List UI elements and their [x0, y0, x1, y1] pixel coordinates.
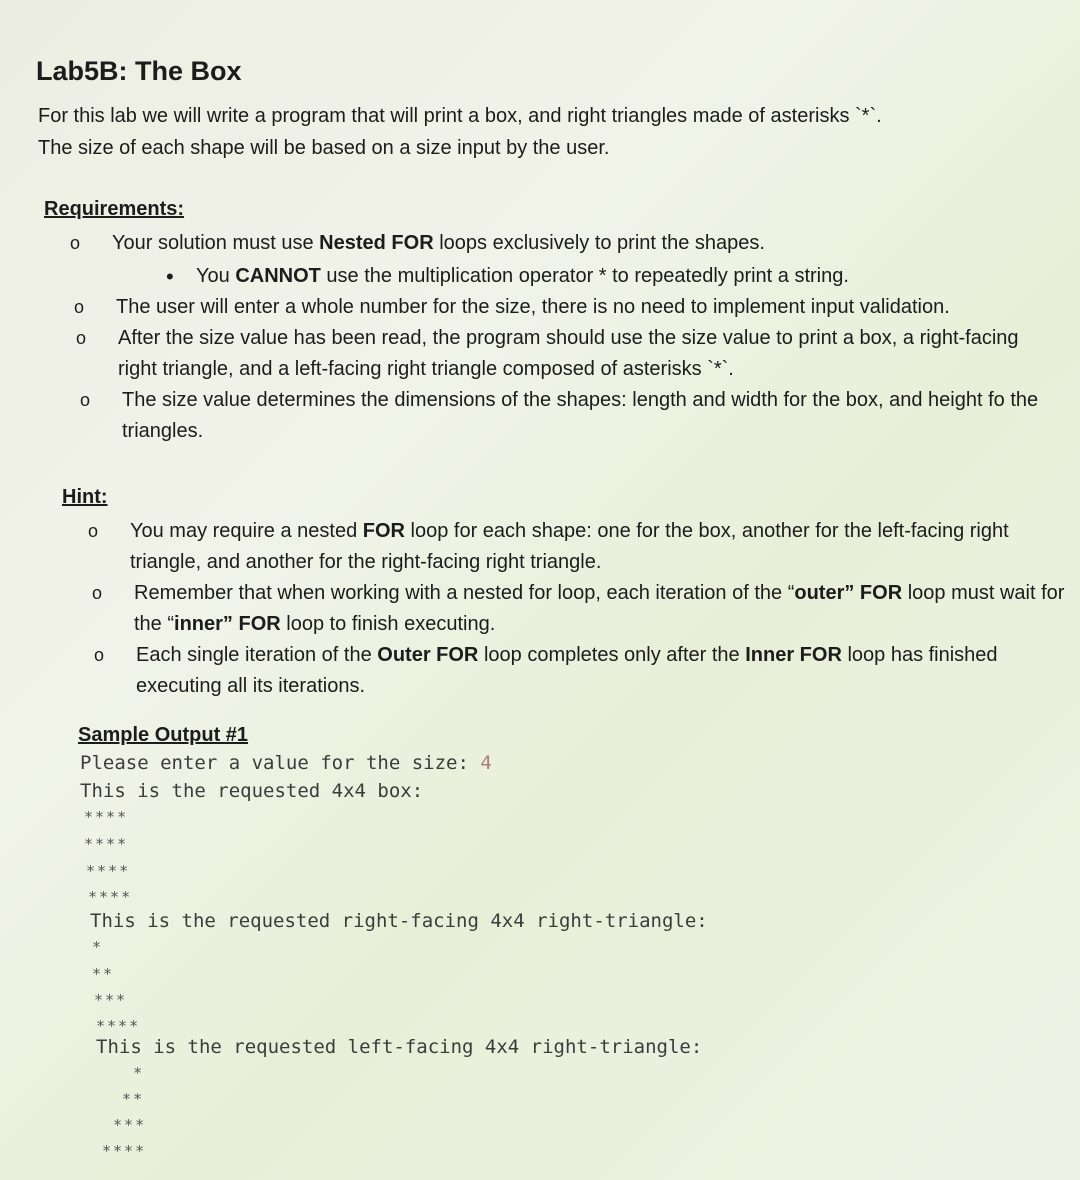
- intro-paragraph: [38, 100, 1078, 164]
- sample-output-heading: Sample Output #1: [78, 724, 249, 746]
- box-row: ****: [88, 888, 133, 906]
- left-triangle-row: ****: [102, 1142, 147, 1160]
- list-item: o The size value determines the dimensions of the shapes: length and width for the box, and height fo the triangles.: [80, 389, 1039, 442]
- right-triangle-row: **: [92, 965, 115, 983]
- page-title: Lab5B: The Box: [36, 56, 242, 86]
- left-triangle-row: *: [100, 1064, 145, 1082]
- right-triangle-row: *: [92, 938, 104, 956]
- hint-list: [88, 516, 1075, 702]
- list-item: o Remember that when working with a nested for loop, each iteration of the “outer” FOR loop must wait for the “inner” FOR loop to finish executing.: [92, 582, 1065, 635]
- box-row: ****: [84, 808, 129, 826]
- right-triangle-label: This is the requested right-facing 4x4 right-triangle:: [90, 910, 708, 932]
- intro-line-1: For this lab we will write a program that will print a box, and right triangles made of asterisks `*`.: [38, 105, 882, 127]
- right-triangle-row: ****: [96, 1017, 141, 1035]
- hint-heading: Hint:: [62, 486, 108, 508]
- right-triangle-row: ***: [94, 991, 128, 1009]
- box-row: ****: [86, 862, 131, 880]
- list-item: o Your solution must use Nested FOR loops exclusively to print the shapes.: [70, 232, 765, 254]
- left-triangle-label: This is the requested left-facing 4x4 right-triangle:: [96, 1036, 703, 1058]
- requirements-list: [70, 228, 1072, 447]
- list-item: o The user will enter a whole number for the size, there is no need to implement input validation.: [74, 296, 950, 318]
- list-item: o You may require a nested FOR loop for each shape: one for the box, another for the left-facing right triangle, and another for the right-facing right triangle.: [88, 520, 1009, 573]
- box-row: ****: [84, 835, 129, 853]
- left-triangle-row: ***: [102, 1116, 147, 1134]
- prompt-line: Please enter a value for the size: 4: [80, 752, 492, 774]
- box-label: This is the requested 4x4 box:: [80, 780, 424, 802]
- list-item: o After the size value has been read, the program should use the size value to print a box, a right-facing right triangle, and a left-facing right triangle composed of asterisks `*`.: [76, 327, 1019, 380]
- list-item: o Each single iteration of the Outer FOR loop completes only after the Inner FOR loop has finished executing all its iterations.: [94, 644, 998, 697]
- input-value: 4: [480, 752, 492, 774]
- left-triangle-row: **: [100, 1090, 145, 1108]
- intro-line-2: The size of each shape will be based on a size input by the user.: [38, 137, 610, 159]
- requirements-heading: Requirements:: [44, 198, 185, 220]
- list-item: • You CANNOT use the multiplication operator * to repeatedly print a string.: [166, 264, 849, 289]
